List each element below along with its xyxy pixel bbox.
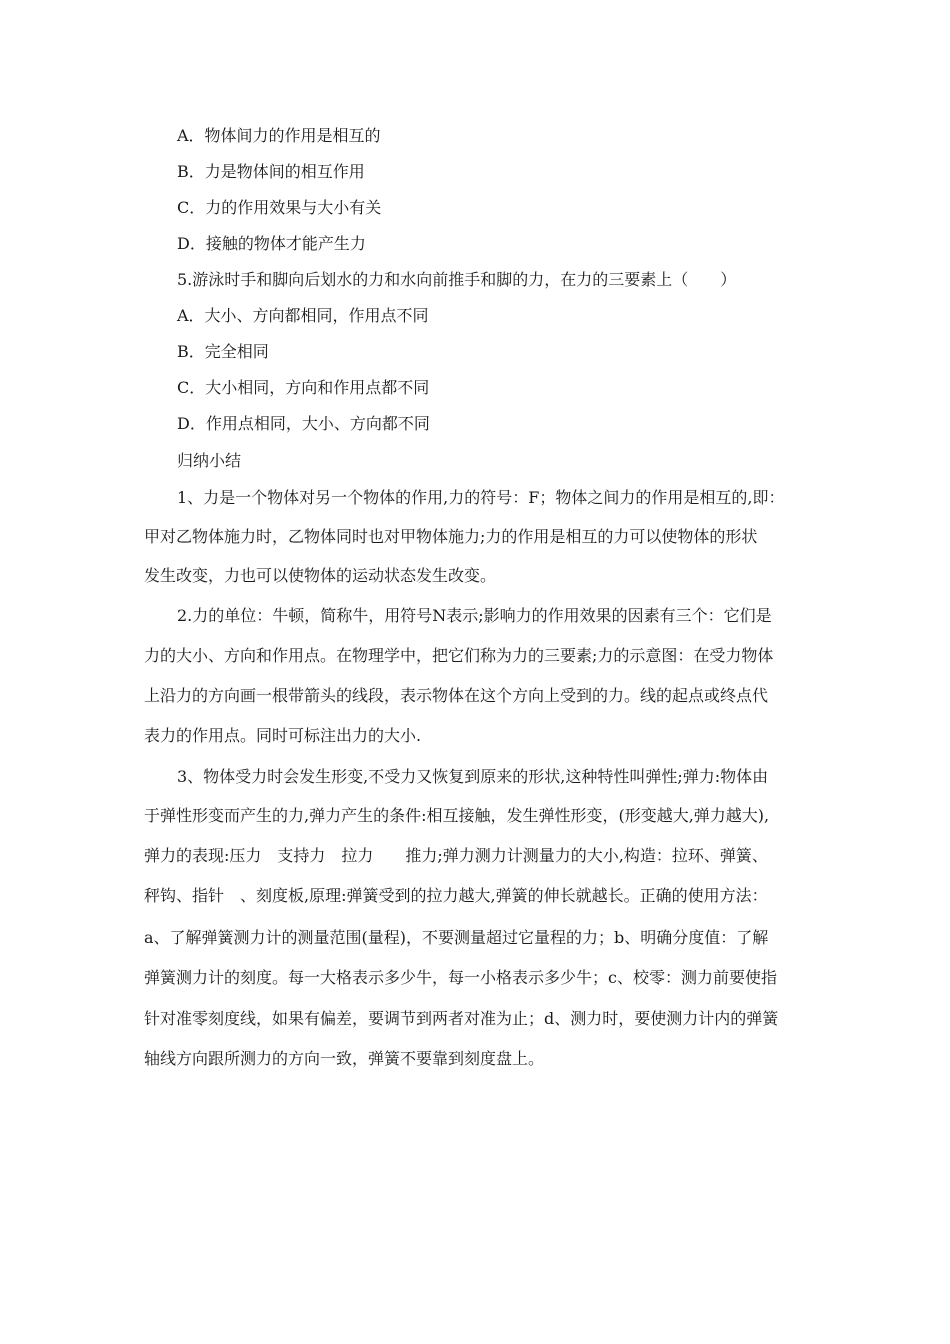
summary-p3-line: 3、物体受力时会发生形变,不受力又恢复到原来的形状,这种特性叫弹性;弹力:物体由: [177, 767, 769, 786]
summary-p1-line: 1、力是一个物体对另一个物体的作用,力的符号：F；物体之间力的作用是相互的,即：: [177, 488, 785, 507]
q4-option-b: B．力是物体间的相互作用: [177, 162, 365, 181]
summary-p3-line: 秤钩、指针 、刻度板,原理:弹簧受到的拉力越大,弹簧的伸长就越长。正确的使用方法：: [144, 886, 768, 905]
q5-stem: 5.游泳时手和脚向后划水的力和水向前推手和脚的力，在力的三要素上（ ）: [177, 270, 737, 289]
summary-p2-line: 上沿力的方向画一根带箭头的线段，表示物体在这个方向上受到的力。线的起点或终点代: [144, 686, 769, 705]
q4-option-a: A．物体间力的作用是相互的: [177, 126, 381, 145]
q4-option-c: C．力的作用效果与大小有关: [177, 198, 382, 217]
summary-p3-line: 弹力的表现:压力 支持力 拉力 推力;弹力测力计测量力的大小,构造：拉环、弹簧、: [144, 846, 768, 865]
summary-p2-line: 力的大小、方向和作用点。在物理学中，把它们称为力的三要素;力的示意图：在受力物体: [144, 646, 774, 665]
summary-p3-line: 弹簧测力计的刻度。每一大格表示多少牛，每一小格表示多少牛；c、校零：测力前要使指: [144, 968, 777, 987]
q5-option-d: D．作用点相同，大小、方向都不同: [177, 414, 430, 433]
q4-option-d: D．接触的物体才能产生力: [177, 234, 366, 253]
q5-option-c: C．大小相同，方向和作用点都不同: [177, 378, 430, 397]
q5-option-a: A．大小、方向都相同，作用点不同: [177, 306, 429, 325]
summary-p2-line: 表力的作用点。同时可标注出力的大小.: [144, 726, 422, 745]
summary-p3-line: 轴线方向跟所测力的方向一致，弹簧不要靠到刻度盘上。: [144, 1049, 545, 1068]
summary-p3-line: 于弹性形变而产生的力,弹力产生的条件:相互接触，发生弹性形变，(形变越大,弹力越大),: [144, 806, 770, 825]
summary-p1-line: 发生改变，力也可以使物体的运动状态发生改变。: [144, 566, 497, 585]
summary-p2-line: 2.力的单位：牛顿，简称牛，用符号N表示;影响力的作用效果的因素有三个：它们是: [177, 606, 772, 625]
summary-heading: 归纳小结: [177, 451, 242, 470]
q5-option-b: B．完全相同: [177, 342, 269, 361]
summary-p3-line: 针对准零刻度线，如果有偏差，要调节到两者对准为止；d、测力时，要使测力计内的弹簧: [144, 1009, 779, 1028]
summary-p1-line: 甲对乙物体施力时，乙物体同时也对甲物体施力;力的作用是相互的力可以使物体的形状: [144, 527, 758, 546]
summary-p3-line: a、了解弹簧测力计的测量范围(量程)，不要测量超过它量程的力；b、明确分度值：了解: [144, 928, 769, 947]
